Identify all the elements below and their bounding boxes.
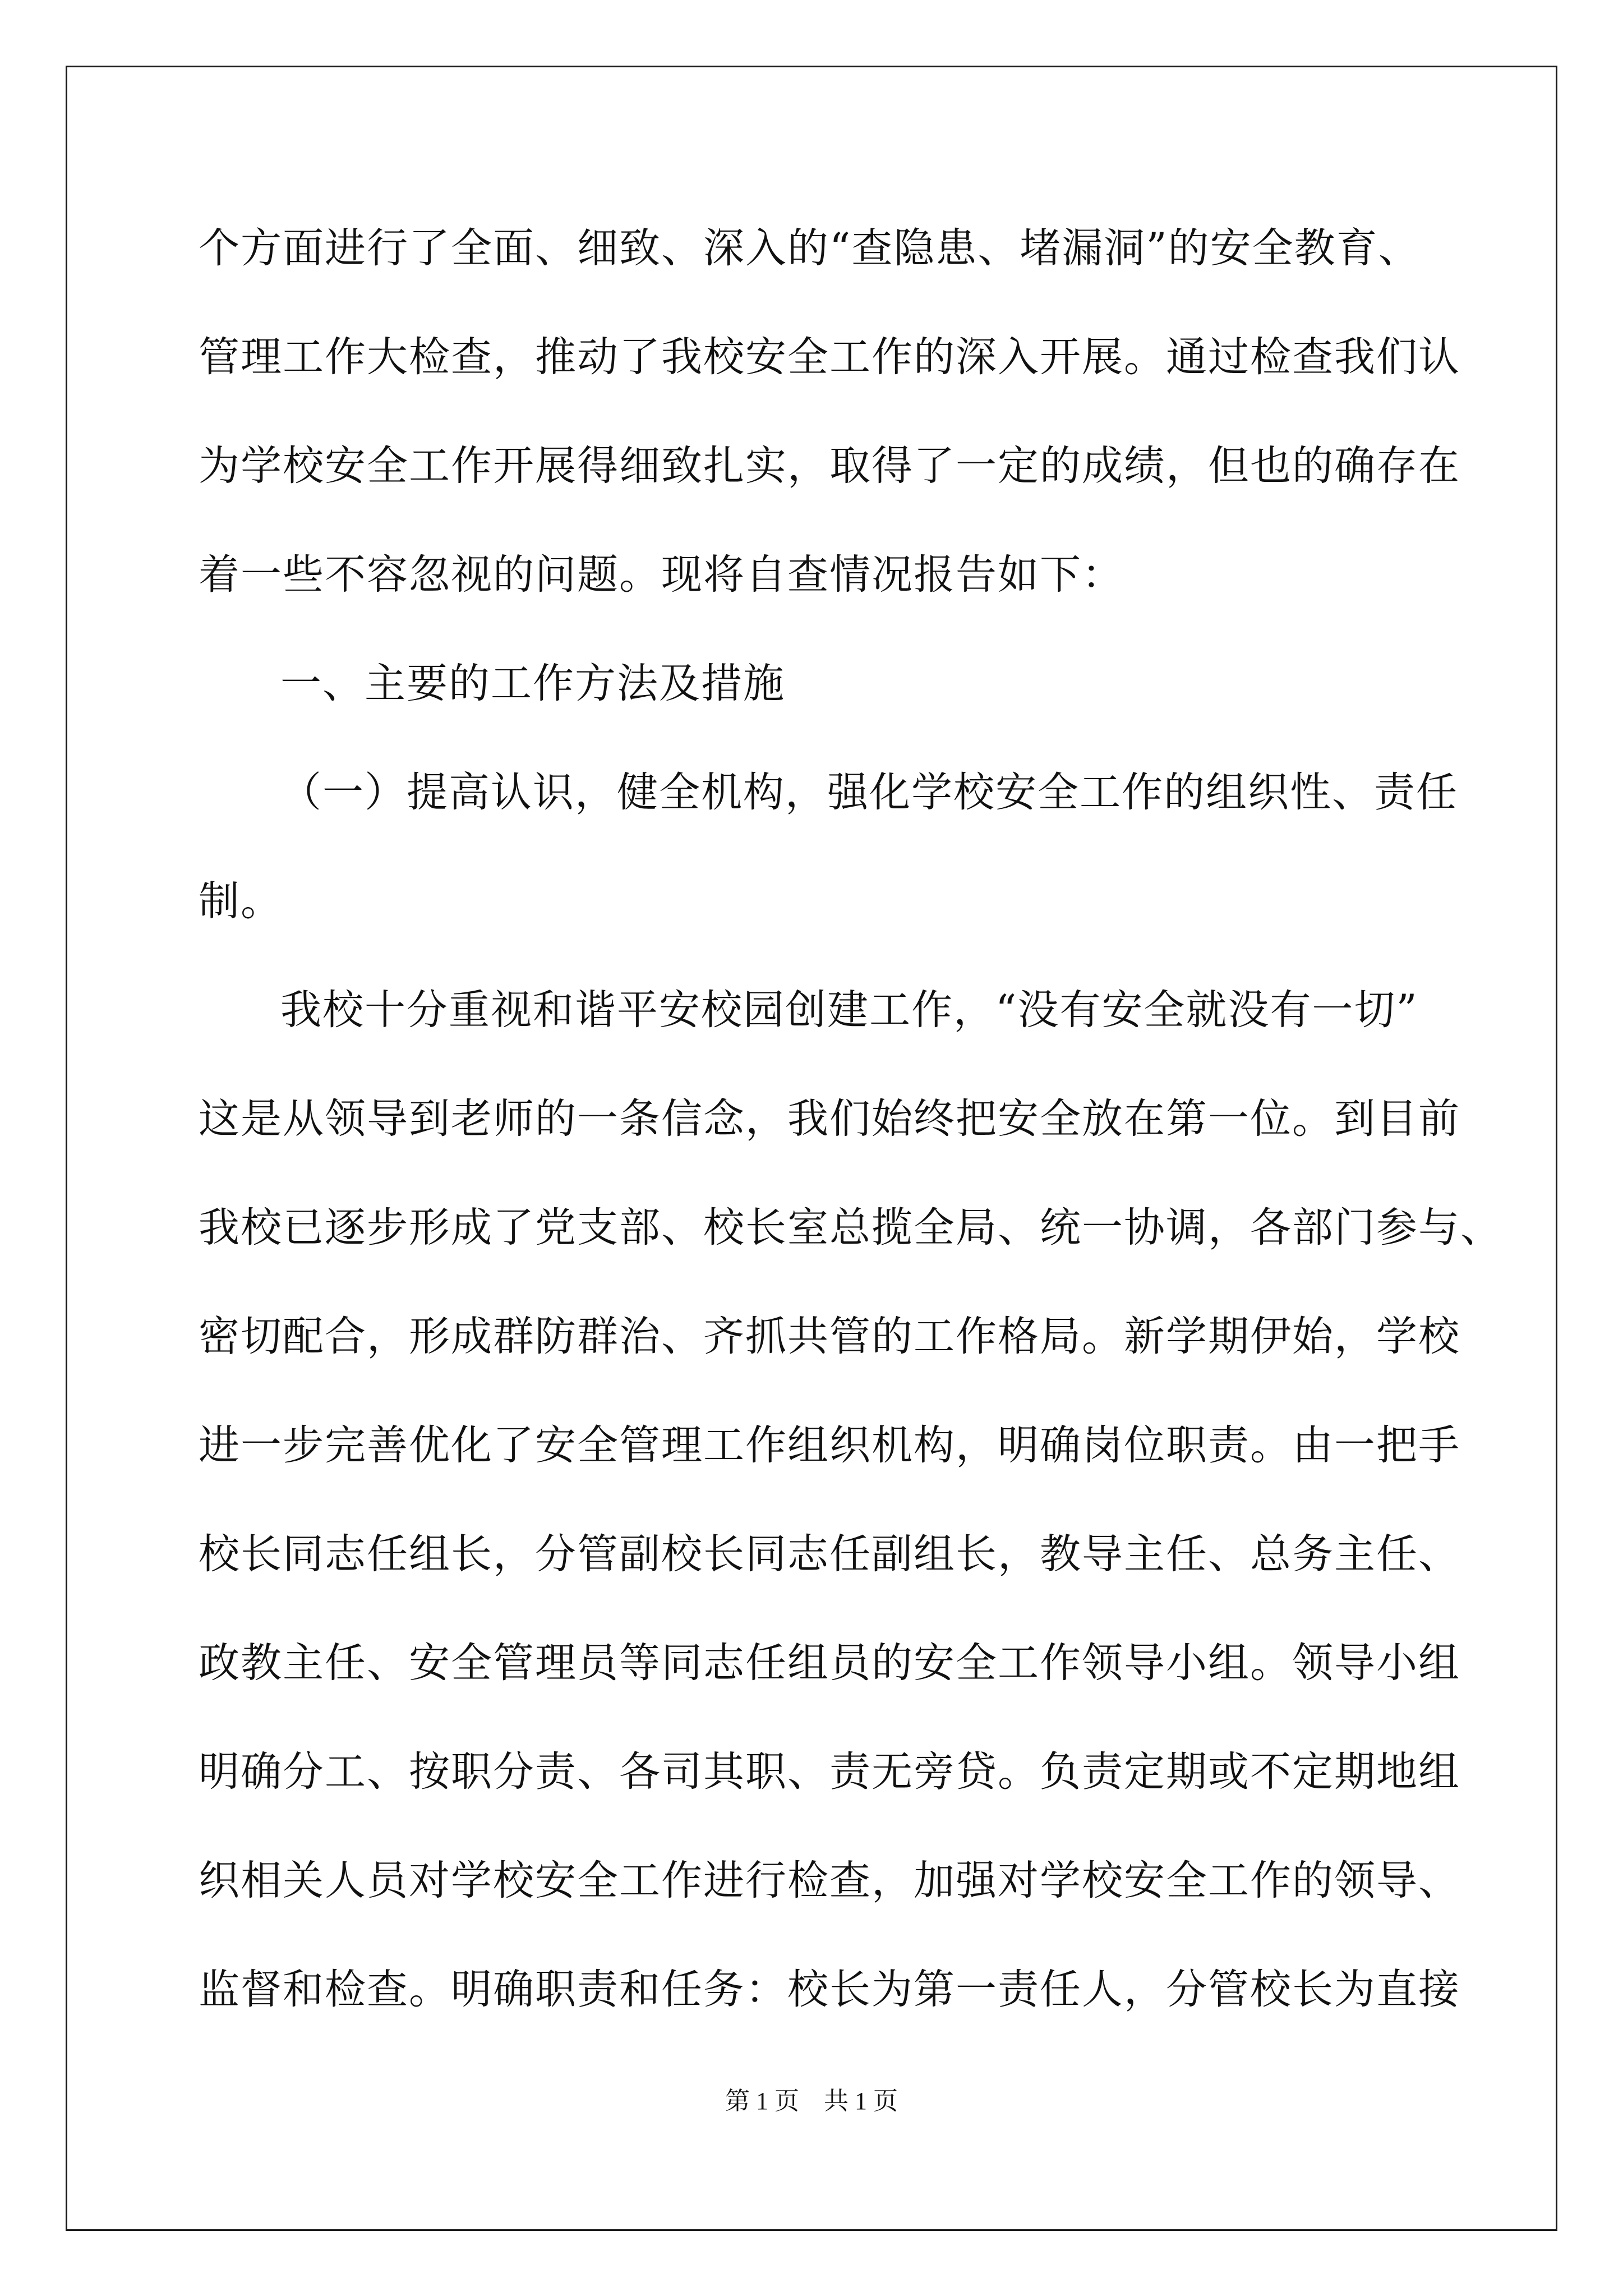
text-line: 密切配合，形成群防群治、齐抓共管的工作格局。新学期伊始，学校 — [199, 1313, 1460, 1360]
text-line: 管理工作大检查，推动了我校安全工作的深入开展。通过检查我们认 — [199, 333, 1460, 381]
text-line: 为学校安全工作开展得细致扎实，取得了一定的成绩，但也的确存在 — [199, 442, 1460, 490]
text-line: 我校已逐步形成了党支部、校长室总揽全局、统一协调，各部门参与、 — [199, 1204, 1502, 1251]
paragraph-first-line: 我校十分重视和谐平安校园创建工作，“没有安全就没有一切” — [280, 986, 1418, 1034]
sub-heading: （一）提高认识，健全机构，强化学校安全工作的组织性、责任 — [280, 769, 1458, 816]
text-line: 明确分工、按职分责、各司其职、责无旁贷。负责定期或不定期地组 — [199, 1748, 1460, 1796]
text-line: 进一步完善优化了安全管理工作组织机构，明确岗位职责。由一把手 — [199, 1421, 1460, 1469]
page-number-footer: 第 1 页 共 1 页 — [725, 2087, 898, 2115]
text-line: 校长同志任组长，分管副校长同志任副组长，教导主任、总务主任、 — [199, 1530, 1460, 1578]
text-line: 政教主任、安全管理员等同志任组员的安全工作领导小组。领导小组 — [199, 1639, 1460, 1687]
text-line: 着一些不容忽视的问题。现将自查情况报告如下： — [199, 551, 1124, 599]
sub-heading-continuation: 制。 — [199, 877, 283, 925]
section-heading: 一、主要的工作方法及措施 — [280, 660, 785, 707]
text-line: 监督和检查。明确职责和任务：校长为第一责任人，分管校长为直接 — [199, 1966, 1460, 2013]
text-line: 个方面进行了全面、细致、深入的“查隐患、堵漏洞”的安全教育、 — [199, 224, 1421, 272]
text-line: 织相关人员对学校安全工作进行检查，加强对学校安全工作的领导、 — [199, 1857, 1460, 1904]
text-line: 这是从领导到老师的一条信念，我们始终把安全放在第一位。到目前 — [199, 1095, 1460, 1143]
